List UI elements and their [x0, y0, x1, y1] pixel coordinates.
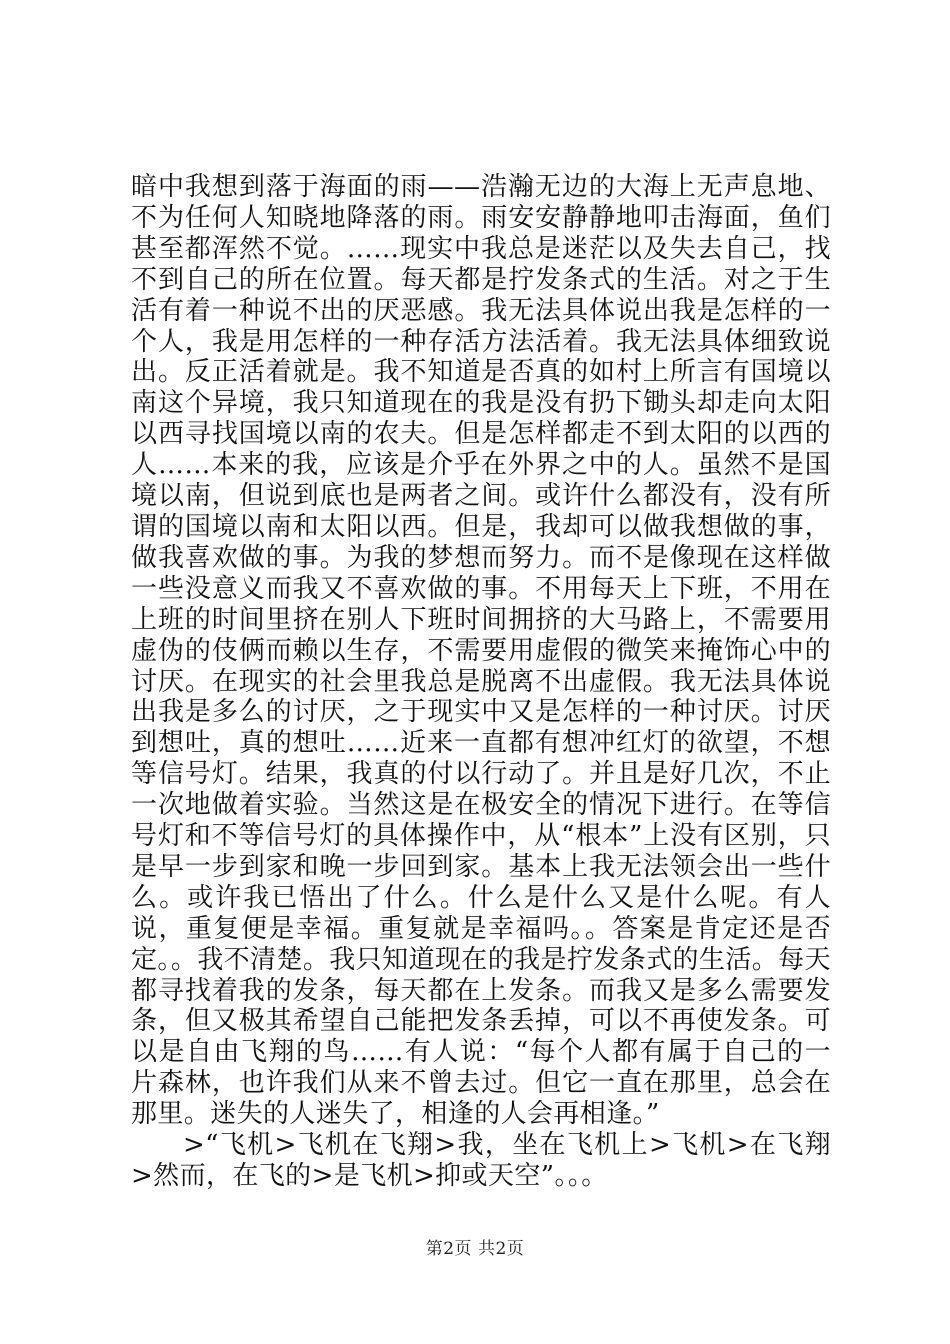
page-number-footer: 第2页 共2页	[425, 1239, 525, 1259]
body-paragraph-1: 暗中我想到落于海面的雨——浩瀚无边的大海上无声息地、不为任何人知晓地降落的雨。雨安安静静地叩击海面，鱼们甚至都浑然不觉。……现实中我总是迷茫以及失去自己，找不到自己的所在位置。每天都是拧发条式的生活。对之于生活有着一种说不出的厌恶感。我无法具体说出我是怎样的一个人，我是用怎样的一种存活方法活着。我无法具体细致说出。反正活着就是。我不知道是否真的如村上所言有国境以南这个异境，我只知道现在的我是没有扔下锄头却走向太阳以西寻找国境以南的农夫。但是怎样都走不到太阳的以西的人……本来的我，应该是介乎在外界之中的人。虽然不是国境以南，但说到底也是两者之间。或许什么都没有，没有所谓的国境以南和太阳以西。但是，我却可以做我想做的事，做我喜欢做的事。为我的梦想而努力。而不是像现在这样做一些没意义而我又不喜欢做的事。不用每天上下班，不用在上班的时间里挤在别人下班时间拥挤的大马路上，不需要用虚伪的伎俩而赖以生存，不需要用虚假的微笑来掩饰心中的讨厌。在现实的社会里我总是脱离不出虚假。我无法具体说出我是多么的讨厌，之于现实中又是怎样的一种讨厌。讨厌到想吐，真的想吐……近来一直都有想冲红灯的欲望，不想等信号灯。结果，我真的付以行动了。并且是好几次，不止一次地做着实验。当然这是在极安全的情况下进行。在等信号灯和不等信号灯的具体操作中，从“根本”上没有区别，只是早一步到家和晚一步回到家。基本上我无法领会出一些什么。或许我已悟出了什么。什么是什么又是什么呢。有人说，重复便是幸福。重复就是幸福吗。。答案是肯定还是否定。。我不清楚。我只知道现在的我是拧发条式的生活。每天都寻找着我的发条，每天都在上发条。而我又是多么需要发条，但又极其希望自己能把发条丢掉，可以不再使发条。可以是自由飞翔的鸟……有人说：“每个人都有属于自己的一片森林，也许我们从来不曾去过。但它一直在那里，总会在那里。迷失的人迷失了，相逢的人会再相逢。”	[131, 172, 831, 1130]
body-paragraph-2: >“飞机>飞机在飞翔>我，坐在飞机上>飞机>在飞翔>然而，在飞的>是飞机>抑或天空”。。。	[131, 1130, 831, 1191]
document-body	[131, 172, 831, 1192]
